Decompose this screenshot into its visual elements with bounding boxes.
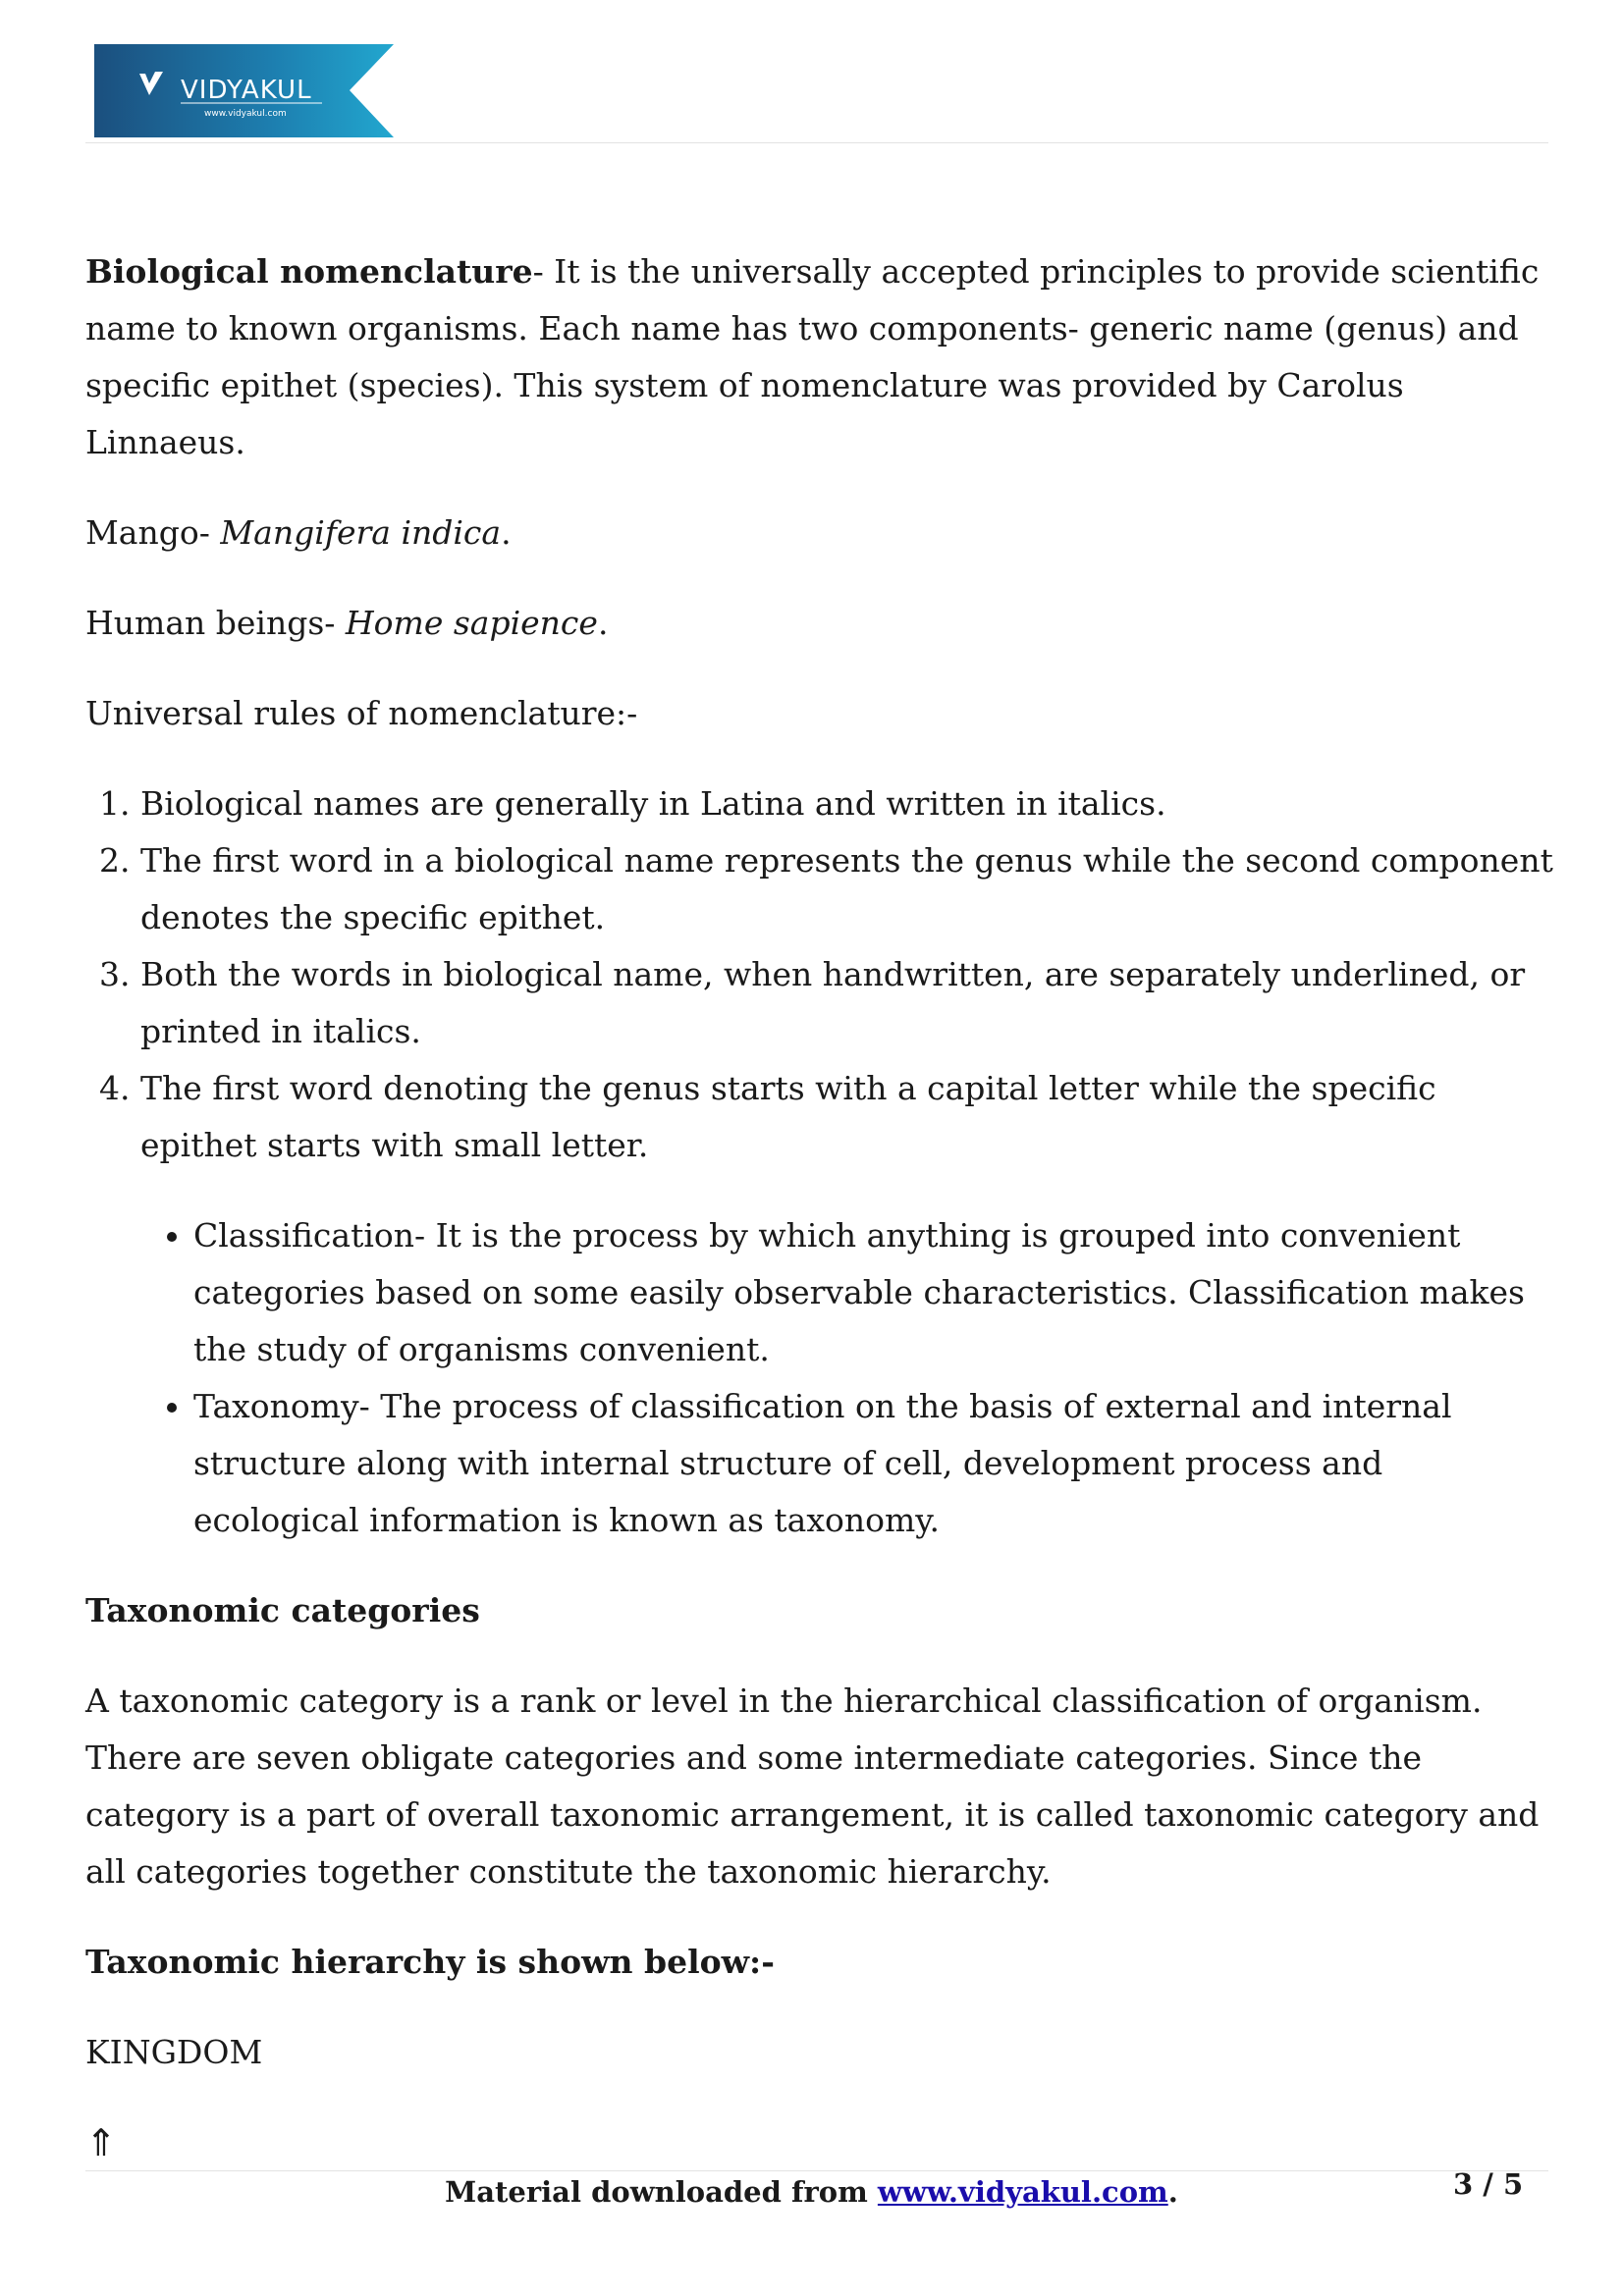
- example-label: Mango-: [85, 513, 221, 552]
- page-number: 3 / 5: [1453, 2167, 1524, 2201]
- list-item: 1. Biological names are generally in Latina and written in italics.: [140, 775, 1558, 832]
- logo-text: VIDYAKUL: [181, 76, 312, 105]
- intro-term: Biological nomenclature: [85, 252, 533, 291]
- section-heading: Taxonomic categories: [85, 1591, 480, 1629]
- list-item: 3. Both the words in biological name, when handwritten, are separately underlined, or printed in italics.: [140, 946, 1558, 1060]
- example-mango: [85, 505, 1558, 561]
- footer-divider: [85, 2170, 1548, 2171]
- footer: [0, 2175, 1623, 2209]
- definitions-list: [85, 1207, 1558, 1549]
- header-divider: [85, 142, 1548, 143]
- up-arrow-icon: ⇑: [85, 2121, 117, 2164]
- hierarchy-level: KINGDOM: [85, 2033, 263, 2071]
- rules-heading: Universal rules of nomenclature:-: [85, 694, 638, 732]
- list-item: 4. The first word denoting the genus starts with a capital letter while the specific epithet starts with small letter.: [140, 1060, 1558, 1174]
- footer-text: Material downloaded from: [445, 2175, 878, 2209]
- list-item: • Classification- It is the process by which anything is grouped into convenient categories based on some easily observable characteristics. Classification makes the study of organisms convenient.: [193, 1207, 1558, 1378]
- list-item: 2. The first word in a biological name represents the genus while the second component denotes the specific epithet.: [140, 832, 1558, 946]
- rules-list: [85, 775, 1558, 1174]
- example-end: .: [501, 513, 512, 552]
- section-heading: Taxonomic hierarchy is shown below:-: [85, 1943, 775, 1981]
- example-label: Human beings-: [85, 604, 346, 642]
- example-scientific-name: Home sapience: [345, 604, 598, 642]
- footer-end: .: [1167, 2175, 1178, 2209]
- example-end: .: [597, 604, 609, 642]
- intro-paragraph: [85, 243, 1558, 471]
- footer-link[interactable]: www.vidyakul.com: [877, 2175, 1168, 2209]
- intro-text: - It is the universally accepted principles to provide scientific name to known organisms. Each name has two components- generic name (genus) and specific epithet (species). This system of nomenclature was provided by Carolus Linnaeus.: [85, 252, 1540, 461]
- logo-url: www.vidyakul.com: [204, 109, 287, 119]
- example-scientific-name: Mangifera indica: [220, 513, 502, 552]
- vidyakul-logo: [94, 44, 394, 137]
- example-human: [85, 595, 1558, 652]
- list-item: • Taxonomy- The process of classification on the basis of external and internal structure along with internal structure of cell, development process and ecological information is known as taxonomy.: [193, 1378, 1558, 1549]
- page-content: [85, 243, 1558, 2171]
- taxonomic-categories-paragraph: A taxonomic category is a rank or level in the hierarchical classification of organism. There are seven obligate categories and some intermediate categories. Since the category is a part of overall taxonomic arrangement, it is called taxonomic category and all categories together constitute the taxonomic hierarchy.: [85, 1682, 1540, 1891]
